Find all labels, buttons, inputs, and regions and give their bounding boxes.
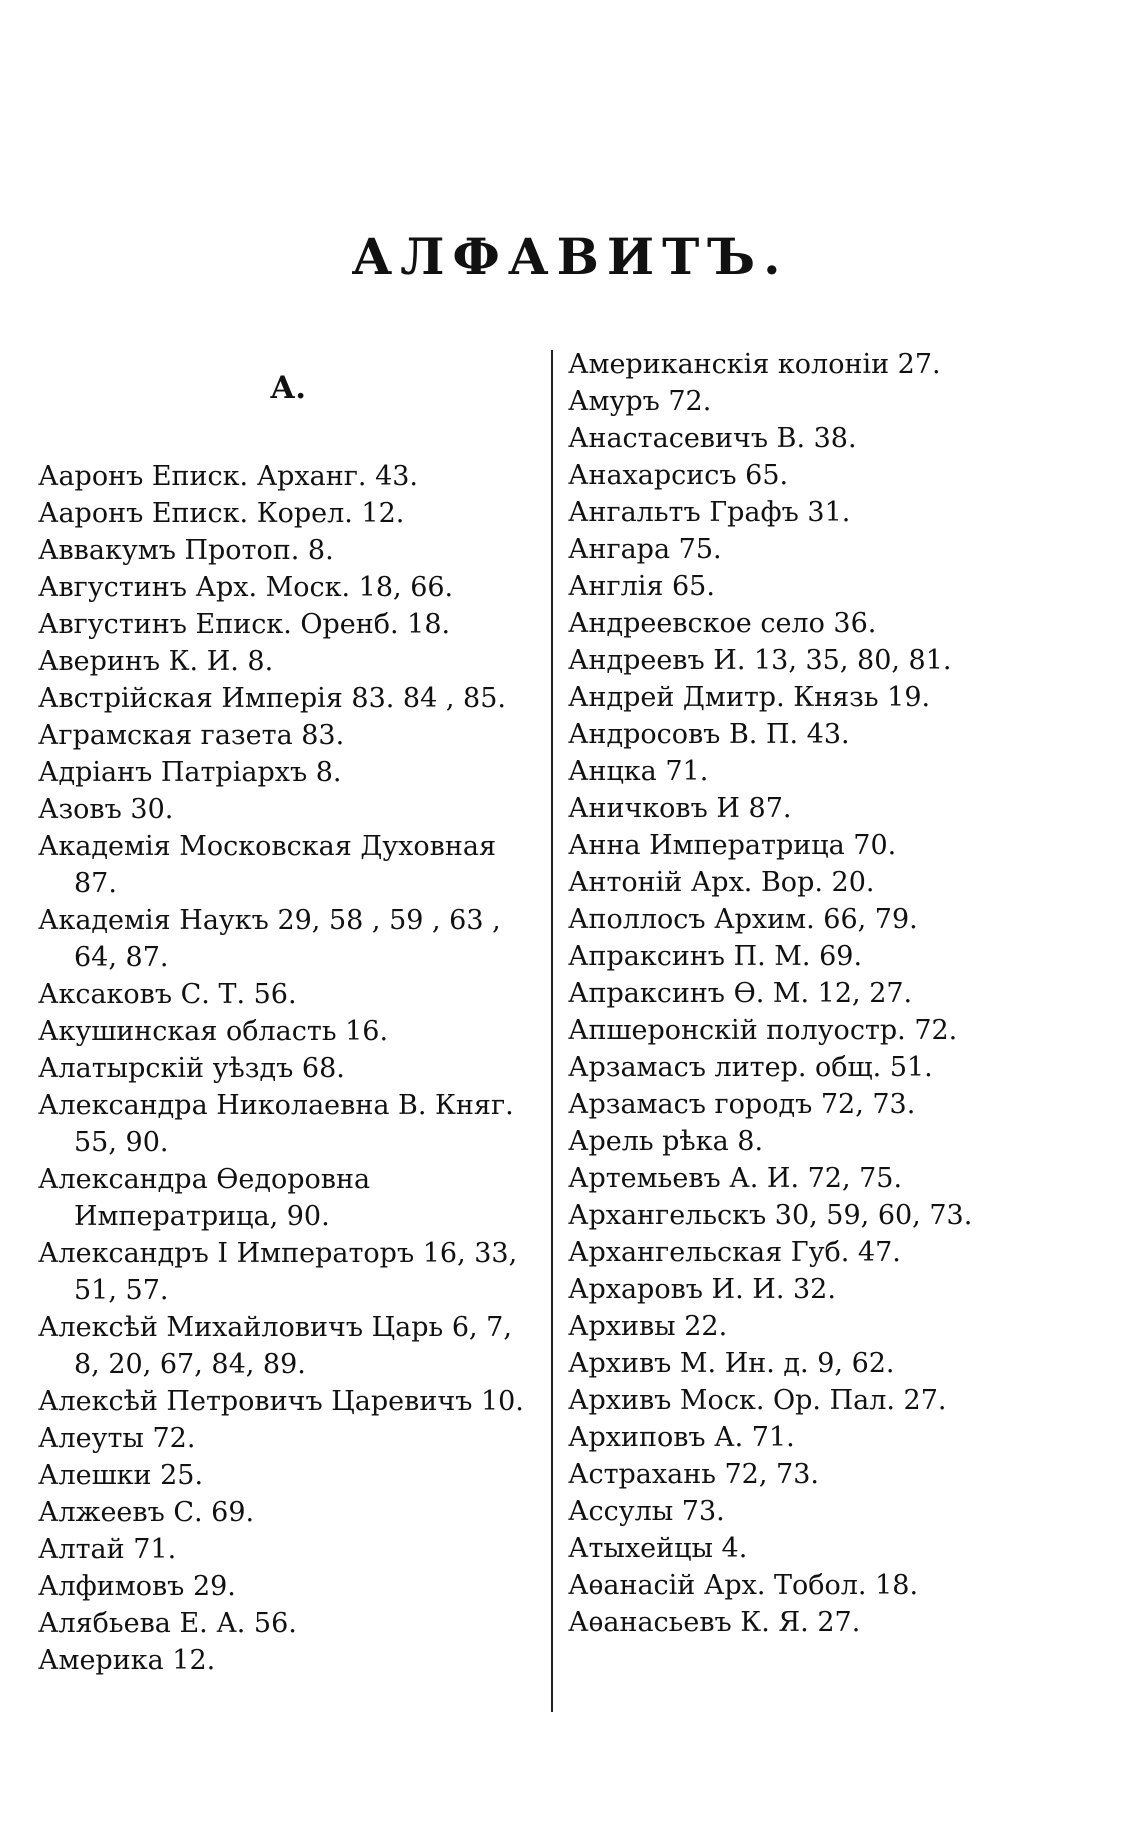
index-entry: Апраксинъ П. М. 69. [568, 941, 863, 972]
page-title: АЛФАВИТЪ. [351, 227, 789, 286]
index-entry: Алексѣй Михайловичъ Царь 6, 7, 8, 20, 67, 84, 89. [38, 1312, 512, 1380]
index-entry: Апшеронскій полуостр. 72. [568, 1015, 958, 1046]
index-entry: Архивъ Моск. Ор. Пал. 27. [568, 1385, 947, 1416]
index-entry: Анцка 71. [568, 756, 709, 787]
index-entry: Арель рѣка 8. [568, 1126, 764, 1157]
index-entry: Августинъ Еписк. Оренб. 18. [38, 609, 451, 640]
index-entry: Астрахань 72, 73. [568, 1459, 819, 1490]
index-entry: Алтай 71. [38, 1534, 177, 1565]
index-entry: Александра Николаевна В. Княг. 55, 90. [38, 1090, 514, 1158]
index-entry: Аѳанасьевъ К. Я. 27. [568, 1607, 861, 1638]
index-entry: Аввакумъ Протоп. 8. [38, 535, 334, 566]
index-entry: Ангальтъ Графъ 31. [568, 497, 851, 528]
index-entry: Англія 65. [568, 571, 715, 602]
index-entry: Арзамасъ городъ 72, 73. [568, 1089, 916, 1120]
index-entry: Архиповъ А. 71. [568, 1422, 795, 1453]
index-entry: Амуръ 72. [568, 386, 712, 417]
index-entry: Алжеевъ С. 69. [38, 1497, 255, 1528]
index-entry: Адріанъ Патріархъ 8. [38, 757, 342, 788]
index-entry: Аѳанасій Арх. Тобол. 18. [568, 1570, 919, 1601]
index-entry: Ааронъ Еписк. Арханг. 43. [38, 461, 419, 492]
index-entry: Алатырскій уѣздъ 68. [38, 1053, 345, 1084]
column-divider [551, 350, 553, 1712]
index-entry: Анна Императрица 70. [568, 830, 897, 861]
index-entry: Атыхейцы 4. [568, 1533, 748, 1564]
index-entry: Андросовъ В. П. 43. [568, 719, 850, 750]
index-entry: Аксаковъ С. Т. 56. [38, 979, 297, 1010]
index-entry: Архивы 22. [568, 1311, 728, 1342]
index-entry: Александра Өедоровна Императрица, 90. [38, 1164, 371, 1232]
index-entry: Апраксинъ Ѳ. М. 12, 27. [568, 978, 913, 1009]
index-entry: Академія Московская Духовная 87. [38, 831, 496, 899]
index-entry: Арзамасъ литер. общ. 51. [568, 1052, 933, 1083]
index-entry: Александръ I Императоръ 16, 33, 51, 57. [38, 1238, 518, 1306]
index-entry: Архивъ М. Ин. д. 9, 62. [568, 1348, 895, 1379]
index-entry: Алешки 25. [38, 1460, 204, 1491]
index-entry: Андреевъ И. 13, 35, 80, 81. [568, 645, 952, 676]
index-entry: Акушинская область 16. [38, 1016, 389, 1047]
index-entry: Андрей Дмитр. Князь 19. [568, 682, 931, 713]
index-column-left [38, 458, 538, 1679]
index-entry: Алябьева Е. А. 56. [38, 1608, 297, 1639]
index-entry: Аверинъ К. И. 8. [38, 646, 274, 677]
index-entry: Архангельскъ 30, 59, 60, 73. [568, 1200, 973, 1231]
index-entry: Америка 12. [38, 1645, 216, 1676]
index-entry: Аполлосъ Архим. 66, 79. [568, 904, 918, 935]
index-entry: Австрійская Имперія 83. 84 , 85. [38, 683, 506, 714]
index-entry: Алеуты 72. [38, 1423, 196, 1454]
index-entry: Ассулы 73. [568, 1496, 725, 1527]
index-entry: Архаровъ И. И. 32. [568, 1274, 836, 1305]
index-column-right [568, 346, 1108, 1641]
index-entry: Алфимовъ 29. [38, 1571, 236, 1602]
index-entry: Антоній Арх. Вор. 20. [568, 867, 875, 898]
index-entry: Аничковъ И 87. [568, 793, 792, 824]
index-entry: Академія Наукъ 29, 58 , 59 , 63 , 64, 87. [38, 905, 501, 973]
index-entry: Артемьевъ А. И. 72, 75. [568, 1163, 903, 1194]
index-entry: Анастасевичъ В. 38. [568, 423, 857, 454]
index-entry: Аграмская газета 83. [38, 720, 345, 751]
index-entry: Архангельская Губ. 47. [568, 1237, 901, 1268]
index-entry: Анахарсисъ 65. [568, 460, 789, 491]
section-letter: А. [270, 370, 307, 406]
index-entry: Андреевское село 36. [568, 608, 877, 639]
index-entry: Ангара 75. [568, 534, 722, 565]
index-entry: Августинъ Арх. Моск. 18, 66. [38, 572, 454, 603]
index-entry: Американскія колоніи 27. [568, 349, 941, 380]
index-entry: Азовъ 30. [38, 794, 174, 825]
index-entry: Ааронъ Еписк. Корел. 12. [38, 498, 405, 529]
index-entry: Алексѣй Петровичъ Царевичъ 10. [38, 1386, 524, 1417]
